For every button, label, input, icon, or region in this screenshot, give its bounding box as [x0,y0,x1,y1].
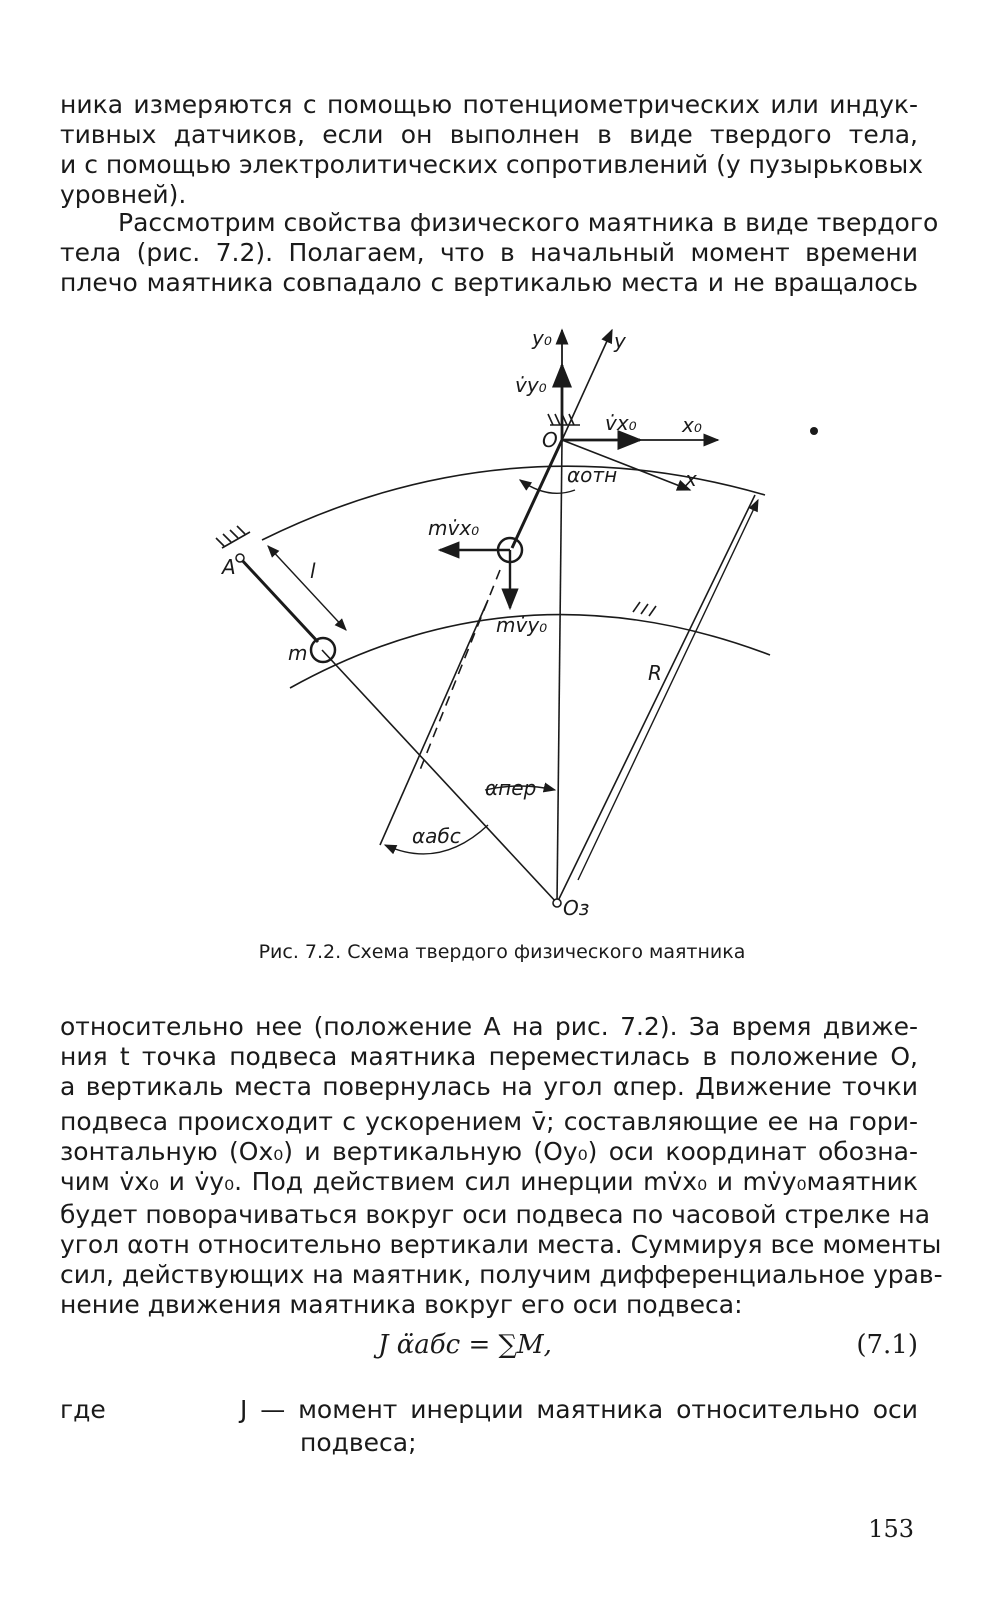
text-line: относительно нее (положение A на рис. 7.2). За время движе- [60,1012,918,1041]
pendulum-arm-A [240,558,318,642]
label-x: x [685,467,697,491]
text-line: подвеса происходит с ускорением v̄; составляющие ее на гори- [60,1107,918,1136]
definition-line: подвеса; [300,1428,417,1457]
equation-body: J α̈абс = ∑M, [378,1330,552,1360]
label-O: O [542,428,558,452]
text-line: уровней). [60,180,187,209]
text-line: тивных датчиков, если он выполнен в виде твердого тела, [60,120,918,149]
label-R: R [648,661,662,685]
label-m-vx0: mv̇x₀ [428,516,480,540]
label-vx0: v̇x₀ [605,411,637,435]
label-alpha-otn: αотн [567,463,618,487]
label-A: A [222,555,236,579]
label-y: y [614,329,626,353]
label-m: m [288,641,308,665]
R-dimension [578,500,758,880]
text-line: ния t точка подвеса маятника переместилась в положение O, [60,1042,918,1071]
text-line: угол αотн относительно вертикали места. Суммируя все моменты [60,1230,942,1259]
text-line: плечо маятника совпадало с вертикалью места и не вращалось [60,268,918,297]
pivot-A [236,554,244,562]
label-alpha-abs: αабс [412,824,461,848]
pendulum-arm-O [512,440,562,548]
text-line: зонтальную (Ox₀) и вертикальную (Oy₀) оси координат обозна- [60,1137,918,1166]
text-line: сил, действующих на маятник, получим дифференциальное урав- [60,1260,943,1289]
text-line: чим v̇x₀ и v̇y₀. Под действием сил инерции mv̇x₀ и mv̇y₀маятник [60,1167,918,1196]
l-dimension [268,546,346,630]
label-m-vy0: mv̇y₀ [496,613,548,637]
text-line: будет поворачиваться вокруг оси подвеса по часовой стрелке на [60,1200,931,1229]
page-number: 153 [868,1515,914,1543]
label-vy0: v̇y₀ [515,373,547,397]
text-line: тела (рис. 7.2). Полагаем, что в начальный момент времени [60,238,918,267]
where-label: где [60,1395,106,1424]
text-line: и с помощью электролитических сопротивлений (у пузырьковых [60,150,924,179]
radius-line-R [557,495,755,903]
label-y0: y₀ [532,326,552,350]
equation-number: (7.1) [856,1330,918,1360]
definition-line: J — момент инерции маятника относительно оси [240,1395,918,1424]
text-line: ника измеряются с помощью потенциометрических или индук- [60,90,918,119]
label-x0: x₀ [682,413,702,437]
label-l: l [310,559,316,583]
text-line: нение движения маятника вокруг его оси подвеса: [60,1290,743,1319]
text-line: а вертикаль места повернулась на угол αпер. Движение точки [60,1072,918,1101]
label-O3: Oз [563,896,590,920]
equation-7-1 [0,1330,918,1370]
radius-line-abs [380,600,488,845]
label-alpha-per: αпер [485,776,537,800]
figure-caption: Рис. 7.2. Схема твердого физического маятника [258,941,746,963]
text-line: Рассмотрим свойства физического маятника в виде твердого [118,208,939,237]
radius-line-vertical [557,440,562,903]
